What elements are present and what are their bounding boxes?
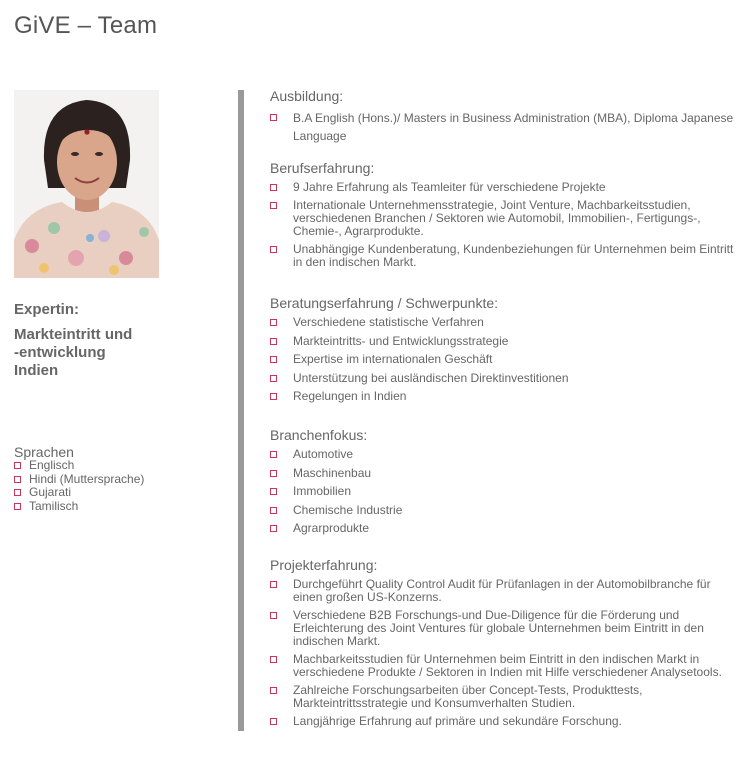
square-bullet-icon bbox=[14, 462, 21, 469]
list-item bbox=[270, 353, 740, 366]
square-bullet-icon bbox=[270, 375, 277, 382]
list-item bbox=[270, 316, 740, 329]
list-item bbox=[270, 715, 740, 728]
list-item bbox=[270, 243, 740, 269]
square-bullet-icon bbox=[270, 393, 277, 400]
section-list bbox=[270, 578, 740, 728]
list-item bbox=[270, 109, 740, 145]
language-label: Englisch bbox=[29, 458, 75, 472]
list-item-text: Machbarkeitsstudien für Unternehmen beim Eintritt in den indischen Markt in verschiedene Produkte / Sektoren in Indien mit Hilfe verschiedener Analysetools. bbox=[293, 652, 722, 679]
list-item-text: Chemische Industrie bbox=[293, 502, 403, 517]
list-item-text: Unterstützung bei ausländischen Direktinvestitionen bbox=[293, 370, 569, 385]
square-bullet-icon bbox=[270, 356, 277, 363]
section-title: Projekterfahrung: bbox=[270, 557, 378, 573]
section-list bbox=[270, 181, 740, 269]
list-item-text: Maschinenbau bbox=[293, 465, 372, 480]
list-item bbox=[270, 199, 740, 238]
square-bullet-icon bbox=[270, 114, 277, 121]
list-item bbox=[270, 609, 740, 648]
list-item-text: Expertise im internationalen Geschäft bbox=[293, 352, 493, 366]
square-bullet-icon bbox=[14, 503, 21, 510]
list-item-text: Automotive bbox=[293, 447, 354, 461]
square-bullet-icon bbox=[270, 718, 277, 725]
expert-focus bbox=[14, 326, 174, 380]
square-bullet-icon bbox=[270, 612, 277, 619]
list-item-text: Zahlreiche Forschungsarbeiten über Concept-Tests, Produkttests, Markteintrittsstrategie und Konsumverhalten Studien. bbox=[293, 683, 643, 710]
language-label: Hindi (Muttersprache) bbox=[29, 471, 145, 486]
section-title: Ausbildung: bbox=[270, 88, 344, 104]
square-bullet-icon bbox=[270, 687, 277, 694]
square-bullet-icon bbox=[270, 246, 277, 253]
list-item bbox=[270, 522, 740, 535]
section-beratung bbox=[270, 295, 740, 409]
square-bullet-icon bbox=[14, 476, 21, 483]
list-item bbox=[270, 372, 740, 385]
list-item bbox=[270, 448, 740, 461]
section-list bbox=[270, 448, 740, 535]
languages-list bbox=[14, 459, 144, 513]
section-projekterfahrung bbox=[270, 557, 740, 733]
list-item bbox=[270, 335, 740, 348]
language-label: Gujarati bbox=[29, 485, 72, 499]
vertical-divider bbox=[238, 90, 244, 731]
list-item-text: Regelungen in Indien bbox=[293, 389, 407, 403]
language-item bbox=[14, 500, 144, 514]
expert-focus-line: Markteintritt und bbox=[14, 326, 133, 343]
square-bullet-icon bbox=[270, 581, 277, 588]
section-title: Beratungserfahrung / Schwerpunkte: bbox=[270, 295, 499, 311]
square-bullet-icon bbox=[270, 488, 277, 495]
expert-focus-line: Indien bbox=[14, 362, 59, 379]
section-list bbox=[270, 109, 740, 145]
list-item bbox=[270, 181, 740, 194]
languages-title: Sprachen bbox=[14, 444, 74, 460]
expert-focus-line: -entwicklung bbox=[14, 344, 106, 361]
list-item bbox=[270, 504, 740, 517]
list-item-text: Agrarprodukte bbox=[293, 521, 370, 535]
expert-label: Expertin: bbox=[14, 301, 80, 318]
list-item-text: Markteintritts- und Entwicklungsstrategie bbox=[293, 333, 509, 348]
square-bullet-icon bbox=[270, 202, 277, 209]
portrait-image bbox=[14, 90, 159, 278]
list-item-text: Langjährige Erfahrung auf primäre und sekundäre Forschung. bbox=[293, 714, 622, 728]
square-bullet-icon bbox=[270, 338, 277, 345]
square-bullet-icon bbox=[270, 184, 277, 191]
square-bullet-icon bbox=[270, 656, 277, 663]
list-item bbox=[270, 467, 740, 480]
square-bullet-icon bbox=[270, 319, 277, 326]
section-branchenfokus bbox=[270, 427, 740, 541]
list-item bbox=[270, 485, 740, 498]
list-item-text: Immobilien bbox=[293, 484, 352, 498]
language-item bbox=[14, 459, 144, 473]
section-berufserfahrung bbox=[270, 160, 740, 274]
language-label: Tamilisch bbox=[29, 498, 79, 513]
profile-photo bbox=[14, 90, 159, 278]
language-item bbox=[14, 473, 144, 487]
list-item-text: 9 Jahre Erfahrung als Teamleiter für verschiedene Projekte bbox=[293, 180, 606, 194]
list-item bbox=[270, 578, 740, 604]
list-item-text: Durchgeführt Quality Control Audit für Prüfanlagen in der Automobilbranche für einen großen US-Konzerns. bbox=[293, 577, 711, 604]
list-item-text: B.A English (Hons.)/ Masters in Business Administration (MBA), Diploma Japanese Language bbox=[293, 111, 734, 143]
section-title: Branchenfokus: bbox=[270, 427, 368, 443]
section-title: Berufserfahrung: bbox=[270, 160, 375, 176]
square-bullet-icon bbox=[14, 489, 21, 496]
language-item bbox=[14, 486, 144, 500]
list-item-text: Unabhängige Kundenberatung, Kundenbeziehungen für Unternehmen beim Eintritt in den indischen Markt. bbox=[293, 242, 734, 269]
list-item-text: Verschiedene B2B Forschungs-und Due-Diligence für die Förderung und Erleichterung des Joint Ventures für globale Unternehmen beim Eintritt in den indischen Markt. bbox=[293, 608, 704, 648]
list-item-text: Verschiedene statistische Verfahren bbox=[293, 315, 484, 329]
page-title: GiVE – Team bbox=[14, 12, 158, 39]
list-item-text: Internationale Unternehmensstrategie, Joint Venture, Machbarkeitsstudien, verschiedenen Branchen / Sektoren wie Automobil, Immobilien-, Fertigungs-, Chemie-, Agrarprodukte. bbox=[293, 198, 701, 238]
square-bullet-icon bbox=[270, 470, 277, 477]
section-ausbildung bbox=[270, 88, 740, 150]
square-bullet-icon bbox=[270, 525, 277, 532]
square-bullet-icon bbox=[270, 507, 277, 514]
square-bullet-icon bbox=[270, 451, 277, 458]
list-item bbox=[270, 684, 740, 710]
list-item bbox=[270, 653, 740, 679]
list-item bbox=[270, 390, 740, 403]
section-list bbox=[270, 316, 740, 403]
